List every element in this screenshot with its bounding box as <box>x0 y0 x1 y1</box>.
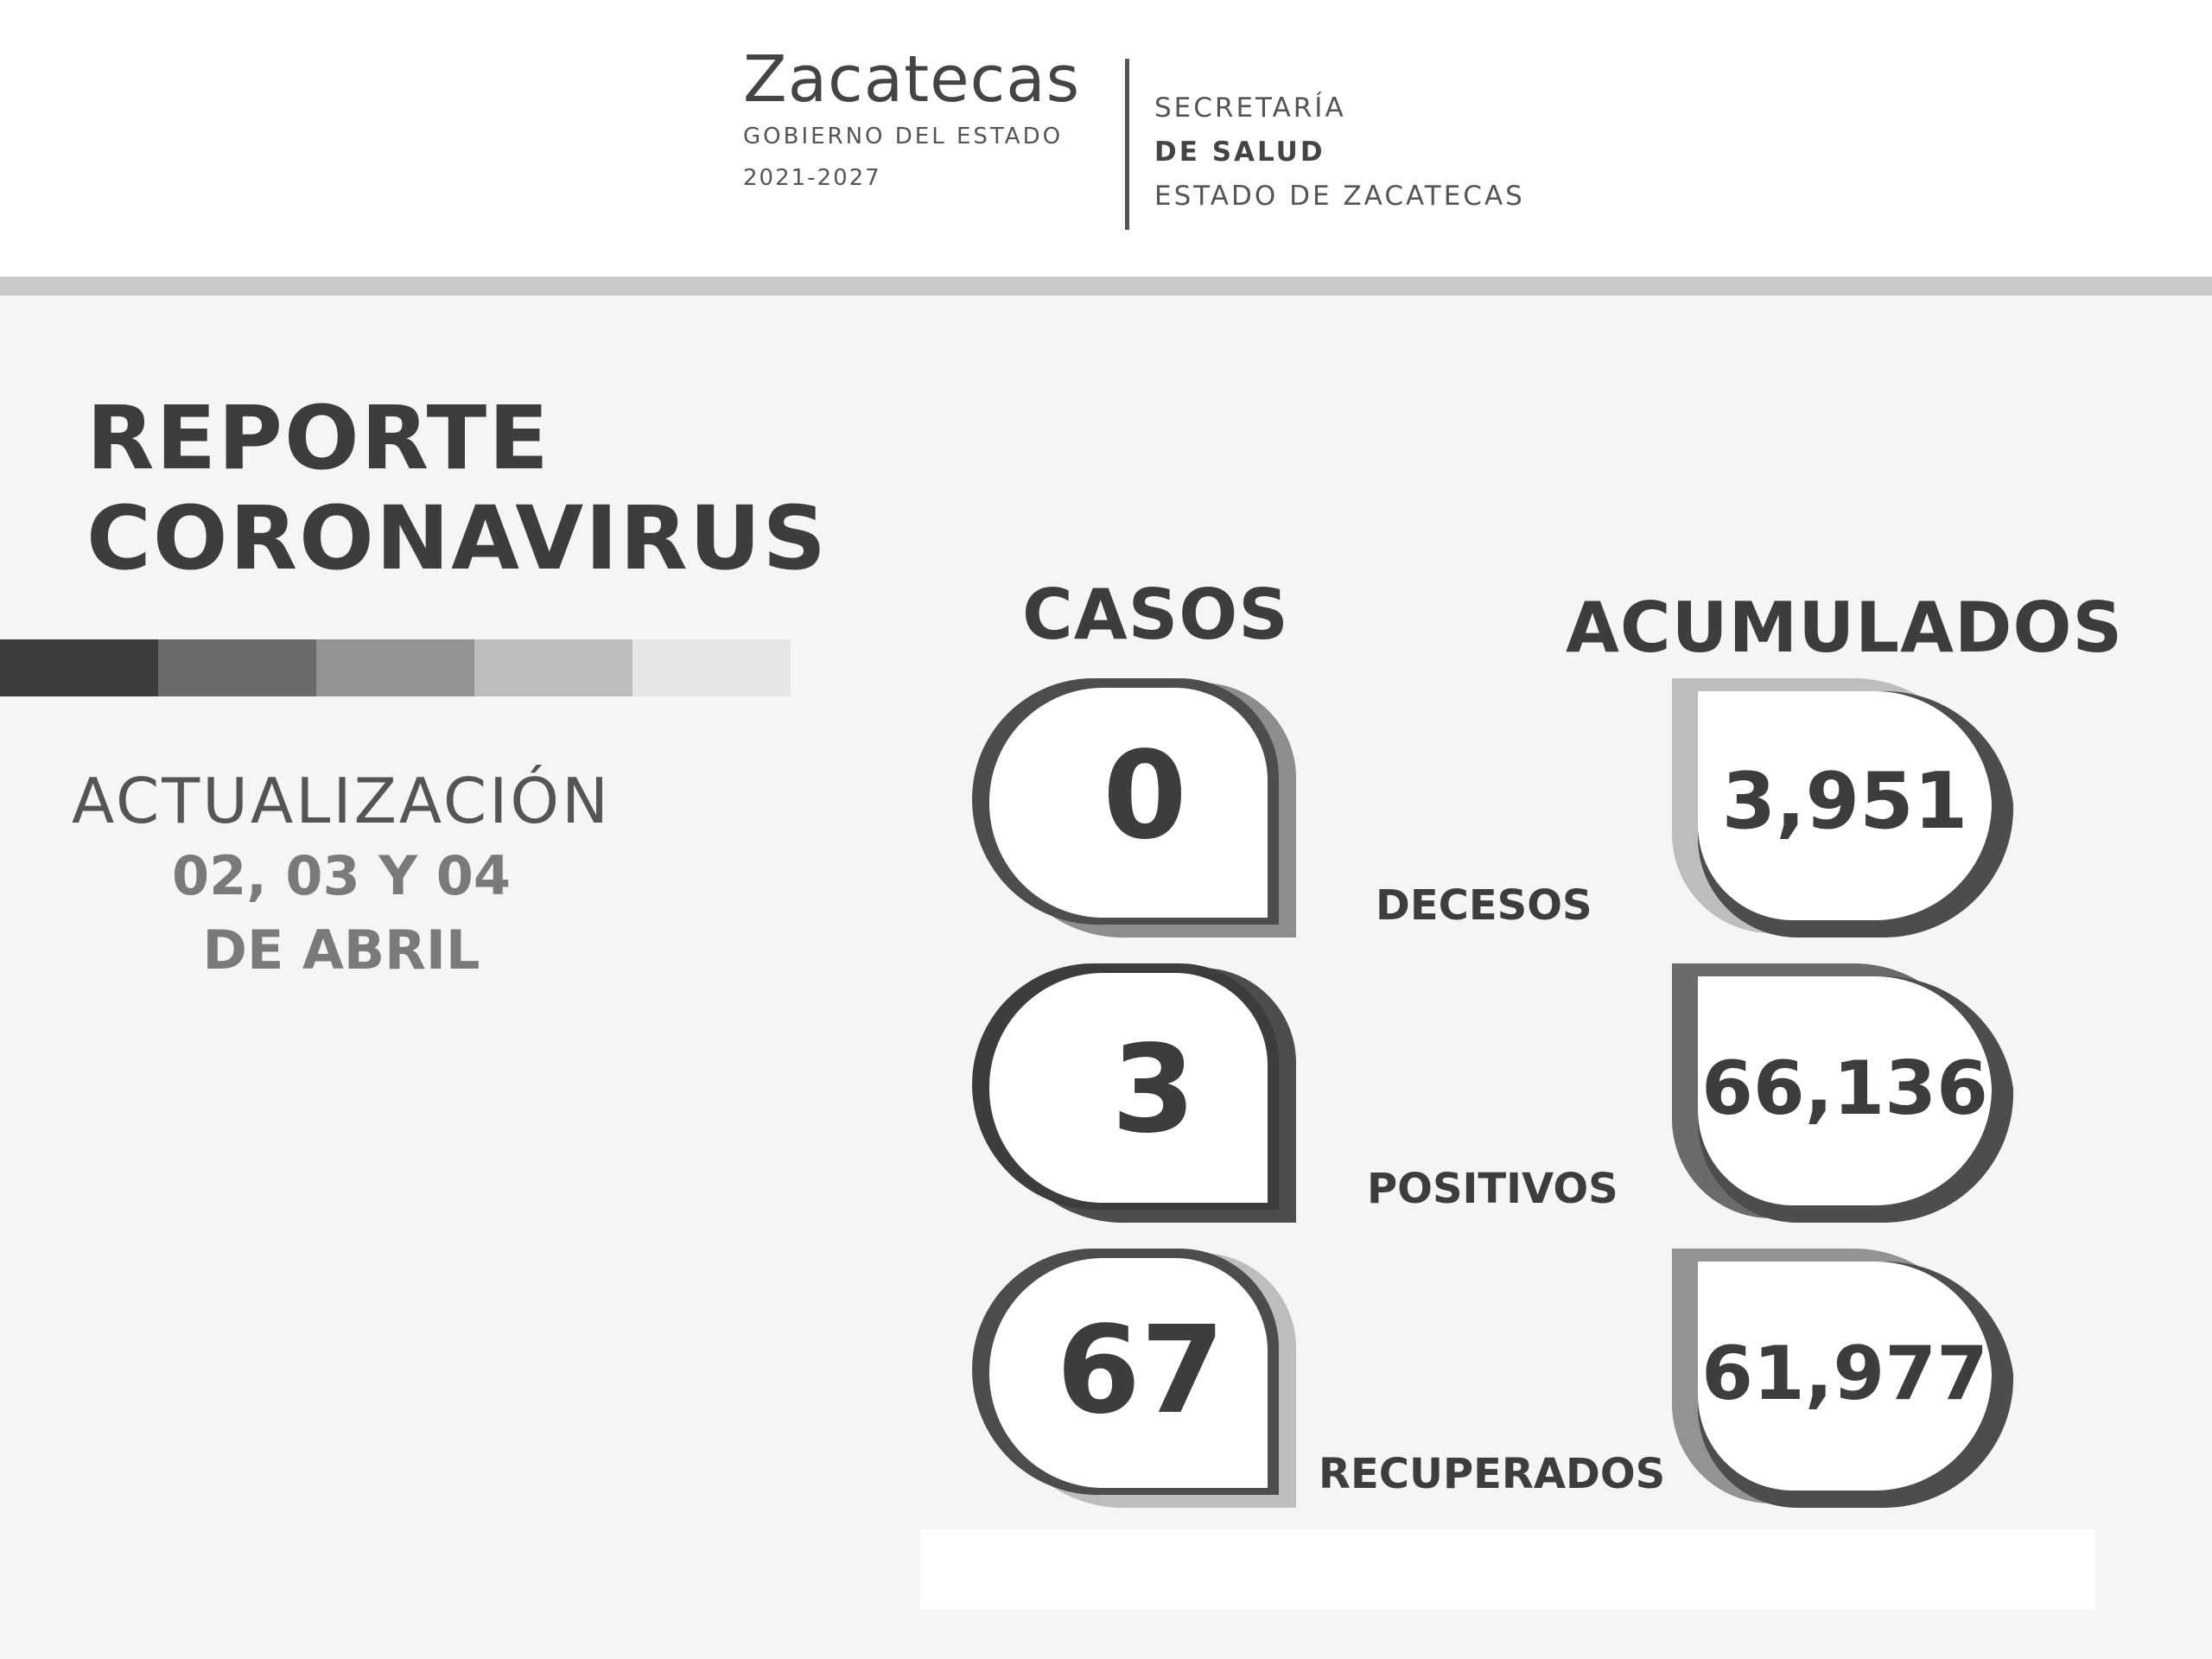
column-header-casos: CASOS <box>1022 575 1289 655</box>
logo-divider <box>1125 59 1129 230</box>
row-label-positivos: POSITIVOS <box>1367 1165 1618 1213</box>
update-dates: 02, 03 Y 04 <box>171 844 512 907</box>
row-label-decesos: DECESOS <box>1376 881 1592 930</box>
title-line-1: REPORTE <box>86 387 550 490</box>
logo-name: Zacatecas <box>743 42 1081 117</box>
logo-government <box>743 42 1106 191</box>
header-divider-bar <box>0 276 2212 296</box>
casos-recuperados-value: 67 <box>1056 1300 1225 1441</box>
secretaria-text: SECRETARÍA <box>1154 92 1346 124</box>
logo-subtitle: GOBIERNO DEL ESTADO <box>743 124 1064 149</box>
report-title <box>86 389 828 589</box>
stripe-segment-2 <box>158 639 316 696</box>
estado-text: ESTADO DE ZACATECAS <box>1154 181 1525 212</box>
casos-decesos-value: 0 <box>1103 726 1187 867</box>
acumulados-decesos-value: 3,951 <box>1721 756 1968 847</box>
header <box>0 0 2212 276</box>
update-label: ACTUALIZACIÓN <box>72 765 611 837</box>
stripe-segment-4 <box>474 639 632 696</box>
update-month: DE ABRIL <box>202 918 480 982</box>
stripe-segment-1 <box>0 639 158 696</box>
acumulados-positivos-value: 66,136 <box>1701 1046 1988 1132</box>
stripe-segment-3 <box>316 639 474 696</box>
footer-white-box <box>920 1529 2095 1609</box>
logo-years: 2021-2027 <box>743 165 881 191</box>
casos-positivos-value: 3 <box>1111 1020 1196 1160</box>
acumulados-recuperados-value: 61,977 <box>1701 1331 1988 1417</box>
de-salud-text: DE SALUD <box>1154 137 1325 168</box>
logo-secretaria <box>1154 86 1525 219</box>
title-line-2: CORONAVIRUS <box>86 487 828 590</box>
column-header-acumulados: ACUMULADOS <box>1566 588 2124 668</box>
stripe-segment-5 <box>632 639 791 696</box>
row-label-recuperados: RECUPERADOS <box>1319 1450 1666 1498</box>
